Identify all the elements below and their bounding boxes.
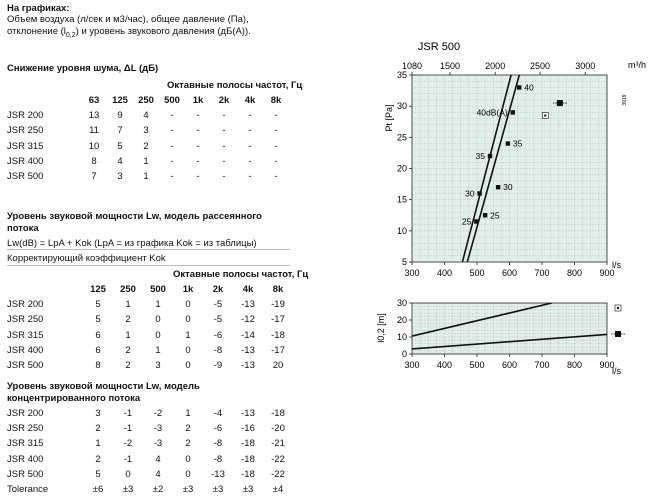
cell: -3 bbox=[153, 423, 163, 435]
cell: 5 bbox=[95, 314, 101, 326]
cell: -13 bbox=[211, 468, 225, 480]
cell: -18 bbox=[241, 438, 255, 450]
cell: - bbox=[248, 110, 252, 122]
x-tick-label: 300 bbox=[404, 360, 420, 370]
cell: 1 bbox=[125, 329, 131, 341]
cell: -13 bbox=[241, 360, 255, 372]
cell: - bbox=[248, 140, 252, 152]
cell: - bbox=[196, 171, 200, 183]
noise-band-8k: 8k bbox=[270, 95, 282, 107]
cell: -12 bbox=[241, 314, 255, 326]
y-tick-label: 30 bbox=[396, 298, 407, 308]
y-tick-label: 0 bbox=[401, 349, 407, 359]
x-tick-label: 700 bbox=[534, 360, 550, 370]
noise-bands-title: Октавные полосы частот, Гц bbox=[167, 80, 303, 91]
cell: 0 bbox=[185, 344, 191, 356]
cell: - bbox=[248, 171, 252, 183]
noise-title: Снижение уровня шума, ΔL (дБ) bbox=[7, 63, 159, 74]
cell: 6 bbox=[95, 329, 101, 341]
cell: 4 bbox=[117, 155, 123, 167]
cell: 2 bbox=[185, 423, 191, 435]
intro-line2-sub: 0,2 bbox=[65, 31, 76, 39]
y-axis-label: l0,2 [m] bbox=[376, 313, 386, 343]
cell: 2 bbox=[95, 453, 101, 465]
cell: -18 bbox=[241, 453, 255, 465]
cell: -14 bbox=[241, 329, 255, 341]
cell: 20 bbox=[272, 360, 284, 372]
cell: - bbox=[248, 125, 252, 137]
sound-level-label: 35 bbox=[512, 138, 523, 149]
row-model: JSR 200 bbox=[7, 110, 44, 122]
noise-band-250: 250 bbox=[138, 95, 154, 107]
row-model: JSR 315 bbox=[7, 140, 44, 152]
cell: 2 bbox=[125, 344, 131, 356]
cell: 1 bbox=[125, 299, 131, 311]
cell: 13 bbox=[88, 110, 100, 122]
cell: -21 bbox=[271, 438, 285, 450]
y-tick-label: 30 bbox=[396, 101, 407, 112]
cell: ±6 bbox=[92, 484, 104, 496]
noise-band-125: 125 bbox=[112, 95, 128, 107]
cell: -20 bbox=[271, 423, 285, 435]
cell: 1 bbox=[143, 171, 149, 183]
lw-bands-title: Октавные полосы частот, Гц bbox=[173, 269, 309, 280]
cell: -6 bbox=[213, 329, 223, 341]
y-axis-label: Pt [Pa] bbox=[384, 104, 394, 132]
cell: -13 bbox=[241, 344, 255, 356]
cell: -16 bbox=[241, 423, 255, 435]
x-tick-label: 500 bbox=[469, 268, 485, 278]
conc-title-2: концентрированного потока bbox=[7, 393, 141, 404]
sound-level-marker bbox=[474, 219, 478, 223]
lw-band-8k: 8k bbox=[272, 284, 284, 296]
cell: -18 bbox=[271, 329, 285, 341]
x-tick-label: 800 bbox=[566, 360, 583, 370]
cell: 1 bbox=[95, 438, 101, 450]
cell: -1 bbox=[123, 423, 133, 435]
cell: - bbox=[222, 140, 226, 152]
cell: 2 bbox=[185, 438, 191, 450]
cell: 0 bbox=[185, 360, 191, 372]
cell: 1 bbox=[155, 344, 161, 356]
x-axis-label: l/s bbox=[612, 366, 621, 376]
cell: -19 bbox=[271, 299, 285, 311]
cell: -22 bbox=[271, 453, 285, 465]
cell: -2 bbox=[123, 438, 133, 450]
cell: ±3 bbox=[182, 484, 194, 496]
x-tick-label: 400 bbox=[436, 360, 453, 370]
cell: -5 bbox=[213, 314, 223, 326]
cell: - bbox=[274, 140, 278, 152]
operating-point-icon bbox=[615, 331, 621, 337]
lw-band-1k: 1k bbox=[182, 284, 194, 296]
row-model: JSR 250 bbox=[7, 125, 44, 137]
lw-band-2k: 2k bbox=[212, 284, 224, 296]
x-tick-label: 300 bbox=[404, 268, 420, 278]
cell: - bbox=[274, 110, 278, 122]
cell: 2 bbox=[125, 360, 131, 372]
row-model: JSR 200 bbox=[7, 299, 44, 311]
x2-tick-label: 1500 bbox=[440, 61, 461, 71]
cell: 10 bbox=[88, 140, 100, 152]
cell: 0 bbox=[125, 468, 131, 480]
cell: 0 bbox=[185, 314, 191, 326]
row-model: JSR 500 bbox=[7, 360, 44, 372]
cell: - bbox=[170, 140, 174, 152]
x-tick-label: 500 bbox=[469, 360, 485, 370]
cell: -22 bbox=[271, 468, 285, 480]
cell: 9 bbox=[117, 110, 123, 122]
row-model: JSR 200 bbox=[7, 408, 44, 420]
cell: 7 bbox=[117, 125, 123, 137]
cell: -18 bbox=[241, 468, 255, 480]
cell: ±3 bbox=[122, 484, 134, 496]
cell: 2 bbox=[125, 314, 131, 326]
cell: 6 bbox=[95, 344, 101, 356]
conc-title-1: Уровень звуковой мощности Lw, модель bbox=[7, 381, 200, 392]
cell: 0 bbox=[185, 299, 191, 311]
cell: 0 bbox=[185, 468, 191, 480]
lw-band-500: 500 bbox=[150, 284, 166, 296]
cell: 11 bbox=[89, 125, 99, 137]
cell: 1 bbox=[185, 408, 191, 420]
x-tick-label: 800 bbox=[566, 268, 583, 278]
cell: 4 bbox=[155, 453, 161, 465]
cell: ±3 bbox=[242, 484, 254, 496]
cell: ±4 bbox=[272, 484, 284, 496]
y-tick-label: 20 bbox=[396, 163, 407, 174]
row-model: JSR 500 bbox=[7, 171, 44, 183]
x-tick-label: 700 bbox=[534, 268, 550, 278]
cell: 1 bbox=[143, 155, 149, 167]
cell: 8 bbox=[91, 155, 97, 167]
sound-level-label: 30 bbox=[465, 188, 475, 199]
intro-title: На графиках: bbox=[7, 3, 70, 14]
cell: 0 bbox=[155, 314, 161, 326]
sound-level-marker bbox=[483, 213, 487, 217]
y-tick-label: 5 bbox=[401, 257, 407, 267]
row-model: JSR 400 bbox=[7, 453, 44, 465]
cell: 3 bbox=[143, 125, 149, 137]
sound-level-marker bbox=[511, 110, 515, 114]
noise-band-500: 500 bbox=[164, 95, 180, 107]
row-model: JSR 400 bbox=[7, 344, 44, 356]
cell: - bbox=[274, 171, 278, 183]
cell: 4 bbox=[155, 468, 161, 480]
small-nozzle-icon-dot bbox=[617, 307, 619, 309]
row-model: JSR 250 bbox=[7, 423, 44, 435]
x-tick-label: 400 bbox=[436, 268, 453, 278]
cell: 5 bbox=[95, 299, 101, 311]
cell: - bbox=[222, 110, 226, 122]
row-model: Tolerance bbox=[7, 484, 49, 496]
intro-line2-post: ) и уровень звукового давления (дБ(А)). bbox=[75, 26, 251, 37]
row-model: JSR 315 bbox=[7, 329, 44, 341]
y-tick-label: 10 bbox=[396, 225, 407, 236]
x2-axis-label: m³/h bbox=[628, 60, 646, 70]
row-model: JSR 500 bbox=[7, 468, 44, 480]
x-tick-label: 900 bbox=[599, 268, 615, 278]
cell: -9 bbox=[213, 360, 223, 372]
y-tick-label: 35 bbox=[396, 70, 407, 80]
chart-title: JSR 500 bbox=[417, 41, 461, 53]
row-model: JSR 400 bbox=[7, 155, 44, 167]
cell: 0 bbox=[185, 453, 191, 465]
cell: 4 bbox=[143, 110, 149, 122]
cell: -5 bbox=[213, 299, 223, 311]
x-tick-label: 600 bbox=[501, 268, 518, 278]
noise-band-2k: 2k bbox=[218, 95, 230, 107]
cell: - bbox=[222, 171, 226, 183]
cell: -17 bbox=[271, 314, 285, 326]
cell: 0 bbox=[155, 329, 161, 341]
cell: -4 bbox=[213, 408, 223, 420]
cell: 8 bbox=[95, 360, 101, 372]
cell: - bbox=[222, 155, 226, 167]
lw-title-1: Уровень звуковой мощности Lw, модель рассеянного bbox=[7, 211, 262, 222]
cell: - bbox=[170, 171, 174, 183]
noise-band-63: 63 bbox=[88, 95, 100, 107]
sound-level-label: 40 bbox=[524, 82, 534, 93]
sound-level-marker bbox=[496, 185, 500, 189]
cell: 3 bbox=[117, 171, 123, 183]
lw-coef: Корректирующий коэффициент Kok bbox=[7, 253, 166, 264]
noise-band-1k: 1k bbox=[192, 95, 204, 107]
cell: -13 bbox=[241, 408, 255, 420]
cell: - bbox=[274, 125, 278, 137]
lw-band-4k: 4k bbox=[242, 284, 254, 296]
intro-line1: Объем воздуха (л/сек и м3/час), общее давление (Па), bbox=[7, 14, 249, 25]
cell: -6 bbox=[213, 423, 223, 435]
x2-tick-label: 2000 bbox=[485, 61, 506, 71]
sound-level-marker bbox=[477, 191, 481, 195]
x-axis-label: l/s bbox=[612, 260, 621, 270]
cell: -2 bbox=[153, 408, 163, 420]
sound-level-label: 25 bbox=[461, 216, 472, 227]
lw-title-2: потока bbox=[7, 223, 39, 234]
cell: 2 bbox=[143, 140, 149, 152]
x-tick-label: 900 bbox=[599, 360, 615, 370]
sound-level-label: 35 bbox=[475, 151, 485, 162]
y-tick-label: 25 bbox=[396, 132, 407, 143]
y-tick-label: 10 bbox=[396, 332, 407, 342]
intro-line2-pre: отклонение (l bbox=[7, 26, 66, 37]
cell: 3 bbox=[155, 360, 161, 372]
lw-formula: Lw(dB) = LpA + Kok (LpA = из графика Kok = из таблицы) bbox=[7, 238, 257, 249]
sound-level-marker bbox=[506, 141, 510, 145]
operating-point-icon bbox=[557, 100, 563, 106]
cell: 2 bbox=[95, 423, 101, 435]
cell: - bbox=[170, 110, 174, 122]
cell: -8 bbox=[213, 438, 223, 450]
cell: - bbox=[196, 155, 200, 167]
cell: 5 bbox=[117, 140, 123, 152]
cell: - bbox=[170, 125, 174, 137]
y-tick-label: 15 bbox=[396, 194, 407, 205]
cell: -3 bbox=[153, 438, 163, 450]
cell: -8 bbox=[213, 344, 223, 356]
lw-band-125: 125 bbox=[90, 284, 106, 296]
cell: -1 bbox=[123, 453, 133, 465]
throw-chart bbox=[376, 298, 625, 376]
cell: - bbox=[196, 140, 200, 152]
cell: 7 bbox=[91, 171, 97, 183]
sound-level-label: 40dB(A) bbox=[476, 107, 508, 118]
cell: -17 bbox=[271, 344, 285, 356]
cell: -8 bbox=[213, 453, 223, 465]
lw-band-250: 250 bbox=[120, 284, 136, 296]
sound-level-label: 25 bbox=[490, 210, 500, 221]
x2-tick-label: 1080 bbox=[401, 61, 423, 71]
y-tick-label: 20 bbox=[396, 315, 407, 325]
cell: -1 bbox=[123, 408, 133, 420]
cell: ±2 bbox=[152, 484, 164, 496]
cell: 5 bbox=[95, 468, 101, 480]
row-model: JSR 250 bbox=[7, 314, 44, 326]
side-code-label: 3919 bbox=[622, 94, 628, 106]
row-model: JSR 315 bbox=[7, 438, 44, 450]
sound-level-label: 30 bbox=[503, 182, 513, 193]
x2-tick-label: 2500 bbox=[530, 61, 551, 71]
cell: 1 bbox=[185, 329, 191, 341]
cell: - bbox=[196, 125, 200, 137]
cell: -13 bbox=[241, 299, 255, 311]
cell: - bbox=[248, 155, 252, 167]
cell: - bbox=[274, 155, 278, 167]
noise-band-4k: 4k bbox=[244, 95, 256, 107]
sound-level-marker bbox=[488, 154, 492, 158]
cell: - bbox=[170, 155, 174, 167]
cell: - bbox=[196, 110, 200, 122]
cell: -18 bbox=[271, 408, 285, 420]
cell: ±3 bbox=[212, 484, 224, 496]
pressure-chart bbox=[384, 41, 646, 278]
cell: 1 bbox=[155, 299, 161, 311]
x-tick-label: 600 bbox=[501, 360, 518, 370]
cell: 3 bbox=[95, 408, 101, 420]
sound-level-marker bbox=[517, 85, 521, 89]
x2-tick-label: 3000 bbox=[575, 61, 596, 71]
small-nozzle-icon-dot bbox=[544, 114, 546, 116]
cell: - bbox=[222, 125, 226, 137]
